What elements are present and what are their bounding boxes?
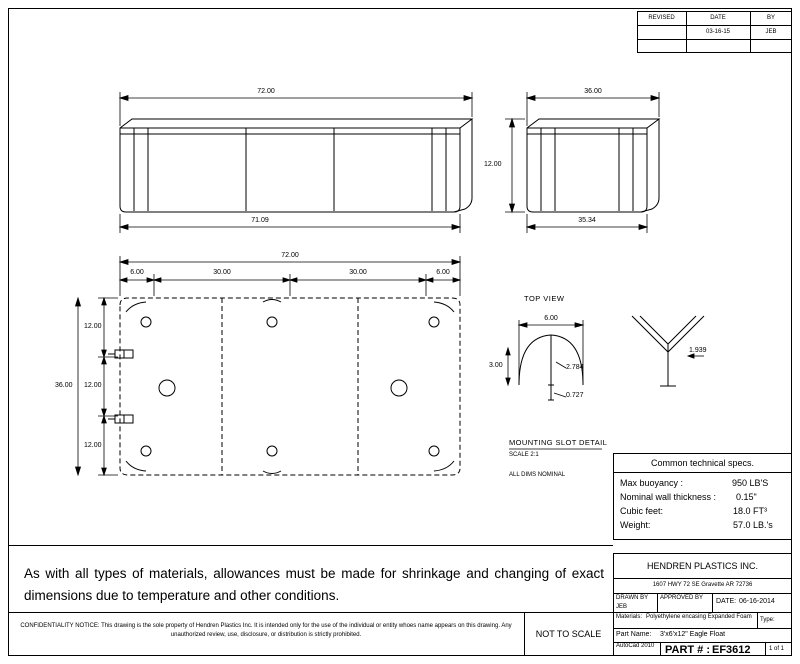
- confidentiality-note: CONFIDENTIALITY NOTICE: This drawing is the sole property of Hendren Plastics Inc. It is intended only for the use of the individual or entity whoes name appears on this drawing. Any unauthorized review, use, disclosure, or distribution is strictly prohibited.: [20, 623, 512, 638]
- revision-row-by: JEB: [765, 29, 777, 35]
- shrinkage-note: As with all types of materials, allowances must be made for shrinkage and changing of exact dimensions due to temperature and other conditions.: [24, 566, 604, 603]
- company-address: 1607 HWY 72 SE Gravette AR 72736: [652, 582, 753, 588]
- date-label: DATE:: [716, 598, 737, 605]
- company-name: HENDREN PLASTICS INC.: [646, 561, 759, 571]
- front-dim-top: 72.00: [257, 88, 275, 95]
- specs-label-1: Nominal wall thickness :: [620, 492, 717, 502]
- revision-row-date: 03-16-15: [705, 29, 731, 35]
- sheet-number: 1 of 1: [769, 646, 785, 652]
- drawn-by-label: DRAWN BY: [616, 595, 649, 601]
- plan-dim-seg-left: 6.00: [130, 269, 144, 276]
- specs-value-2: 18.0 FT³: [733, 506, 768, 516]
- autocad-label-text: AutoCad 2010: [616, 643, 655, 649]
- revision-header-date: DATE: [710, 15, 726, 21]
- revision-header-by: BY: [766, 15, 775, 21]
- slot-dim-left: 3.00: [489, 362, 503, 369]
- not-to-scale-label: NOT TO SCALE: [535, 629, 602, 639]
- plan-dim-seg-a: 30.00: [213, 269, 231, 276]
- approved-by-label: APPROVED BY: [660, 595, 704, 601]
- materials-label: Materials:: [616, 614, 643, 620]
- date-value: 06-16-2014: [739, 598, 775, 605]
- part-number-label: PART # :: [665, 644, 711, 656]
- autocad-label: [616, 643, 658, 650]
- slot-dim-width: 6.00: [544, 315, 558, 322]
- part-number-value: EF3612: [712, 644, 751, 656]
- top-view-label: TOP VIEW: [524, 294, 565, 303]
- side-dim-height: 12.00: [484, 161, 502, 168]
- plan-dim-seg-b: 30.00: [349, 269, 367, 276]
- specs-value-1: 0.15": [736, 492, 757, 502]
- part-name-label: Part Name:: [616, 631, 652, 638]
- materials-value-text: Polyethylene encasing Expanded Foam: [646, 614, 752, 620]
- side-dim-bottom: 35.34: [578, 217, 596, 224]
- specs-label-2: Cubic feet:: [620, 506, 664, 516]
- slot-dim-inner: 2.784: [566, 364, 584, 371]
- materials-value: [646, 614, 754, 621]
- plan-dim-seg-right: 6.00: [436, 269, 450, 276]
- specs-label-3: Weight:: [620, 520, 651, 530]
- type-label: Type:: [760, 617, 775, 623]
- plan-dim-row-3: 12.00: [84, 442, 102, 449]
- plan-dim-overall-height: 36.00: [55, 382, 73, 389]
- specs-label-0: Max buoyancy :: [620, 478, 684, 488]
- part-name-value: 3'x6'x12" Eagle Float: [660, 631, 726, 638]
- specs-value-0: 950 LB'S: [732, 478, 769, 488]
- plan-dim-row-1: 12.00: [84, 323, 102, 330]
- slot-detail-scale: SCALE 2:1: [509, 452, 539, 458]
- drawn-by-value: JEB: [616, 604, 628, 610]
- front-dim-bottom: 71.09: [251, 217, 269, 224]
- side-dim-top: 36.00: [584, 88, 602, 95]
- slot-detail-title: MOUNTING SLOT DETAIL: [509, 438, 608, 447]
- slot-dim-bottom: 0.727: [566, 392, 584, 399]
- notes-divider-top: [8, 545, 613, 546]
- specs-title: Common technical specs.: [650, 458, 755, 468]
- revision-header-revised: REVISED: [648, 15, 675, 21]
- notes-divider-bottom: [8, 612, 613, 613]
- plan-dim-row-2: 12.00: [84, 382, 102, 389]
- slot-detail-note: ALL DIMS NOMINAL: [509, 472, 566, 478]
- plan-dim-overall: 72.00: [281, 252, 299, 259]
- vee-dim: 1.939: [689, 347, 707, 354]
- specs-value-3: 57.0 LB.'s: [733, 520, 773, 530]
